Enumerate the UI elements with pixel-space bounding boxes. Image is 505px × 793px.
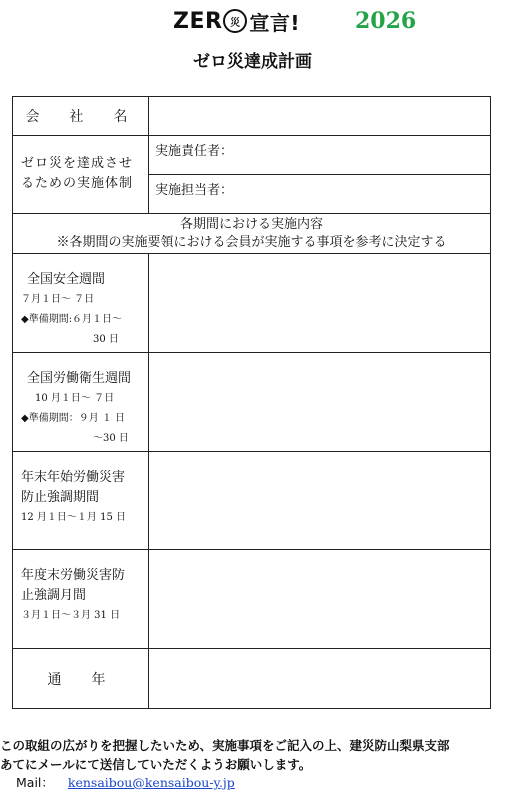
footer-line1: この取組の広がりを把握したいため、実施事項をご記入の上、建災防山梨県支部 [0,738,450,753]
period-label [13,550,149,648]
zero-disaster-logo [173,6,300,36]
footer-line2: あてにメールにて送信していただくようお願いします。 [0,757,312,772]
period-row-year-end [13,452,490,550]
system-label-line2: るための実施体制 [21,176,134,191]
responsible-label: 実施責任者： [155,144,234,159]
period-content-field[interactable] [149,550,490,648]
year-round-label: 通 年 [13,649,149,708]
mail-row [16,773,235,791]
contents-note: ※各期間の実施要領における会員が実施する事項を参考に決定する [56,234,447,250]
contents-heading-row [13,214,490,254]
period-content-field[interactable] [149,452,490,549]
period-label [13,452,149,549]
system-fields [149,136,490,213]
system-label-line1: ゼロ災を達成させ [21,156,134,171]
period-title: 年度末労働災害防 [21,568,126,583]
period-dates: 10 月１日～ ７日 [35,393,115,404]
period-title: 止強調月間 [21,588,87,603]
mail-address-link[interactable]: kensaibou@kensaibou-y.jp [67,775,235,790]
system-row [13,136,490,214]
period-label [13,254,149,352]
company-row [13,97,490,136]
period-prep-end: 30 日 [93,334,119,345]
period-title: 年末年始労働災害 [21,470,126,485]
period-label [13,353,149,451]
period-content-field[interactable] [149,353,490,451]
year-label: 2026 [355,8,417,34]
logo-prefix: ZER [173,8,223,34]
period-row-fiscal-year-end [13,550,490,649]
period-dates: ７月１日～ ７日 [21,294,95,305]
logo-suffix: 宣言! [249,10,301,35]
mail-label: Mail： [16,775,54,790]
header [0,4,505,36]
period-prep: ◆準備期間：９月 １ 日 [21,413,126,424]
period-prep: ◆準備期間:６月１日～ [21,314,123,325]
responsible-field[interactable] [149,136,490,175]
company-name-field[interactable] [149,97,490,135]
system-label [13,136,149,213]
period-title: 全国労働衛生週間 [27,371,132,386]
period-dates: ３月１日～３月 31 日 [21,610,121,621]
period-row-safety-week [13,254,490,353]
period-prep-end: ～30 日 [93,433,129,444]
contents-heading: 各期間における実施内容 [179,216,323,232]
plan-table [12,96,491,709]
period-row-health-week [13,353,490,452]
period-title: 全国安全週間 [27,272,106,287]
person-in-charge-field[interactable] [149,175,490,213]
year-round-field[interactable] [149,649,490,708]
person-in-charge-label: 実施担当者： [155,183,234,198]
company-label: 会 社 名 [13,97,149,135]
period-dates: 12 月１日～１月 15 日 [21,512,126,523]
year-round-row [13,649,490,708]
logo-seal-icon: 災 [223,9,247,33]
period-content-field[interactable] [149,254,490,352]
page-title: ゼロ災達成計画 [193,52,312,72]
period-title: 防止強調期間 [21,490,100,505]
